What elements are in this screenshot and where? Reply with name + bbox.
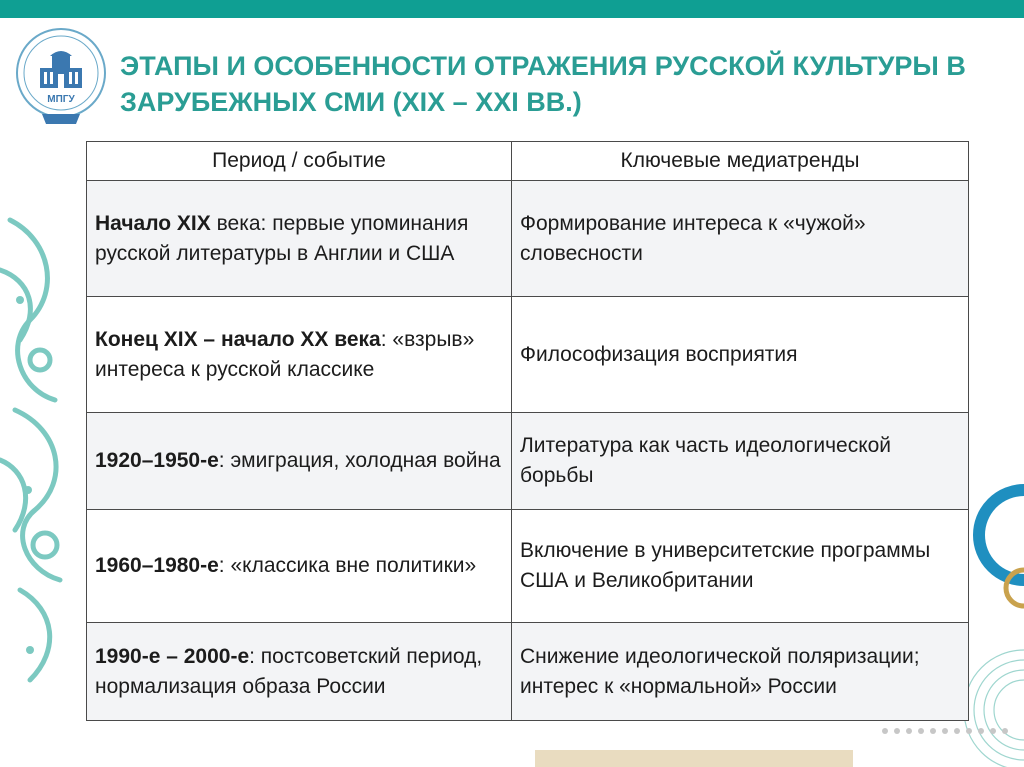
page-title: ЭТАПЫ И ОСОБЕННОСТИ ОТРАЖЕНИЯ РУССКОЙ КУЛЬТУРЫ В ЗАРУБЕЖНЫХ СМИ (XIX – XXI ВВ.) xyxy=(120,51,966,117)
trend-cell: Снижение идеологической поляризации; интерес к «нормальной» России xyxy=(512,623,969,721)
table-row xyxy=(87,413,969,510)
period-description: : «взрыв» интереса к русской классике xyxy=(95,327,475,381)
trend-cell: Литература как часть идеологической борьбы xyxy=(512,413,969,510)
table-header-row xyxy=(87,142,969,181)
bottom-accent-bar xyxy=(535,750,853,767)
period-name: Начало XIX xyxy=(95,211,211,235)
period-cell xyxy=(87,181,512,297)
logo-label: МПГУ xyxy=(47,94,75,105)
table-row xyxy=(87,623,969,721)
trend-cell: Формирование интереса к «чужой» словесности xyxy=(512,181,969,297)
top-accent-bar xyxy=(0,0,1024,18)
period-cell xyxy=(87,297,512,413)
period-cell xyxy=(87,623,512,721)
trend-cell: Философизация восприятия xyxy=(512,297,969,413)
table-row xyxy=(87,297,969,413)
period-description: : постсоветский период, нормализация образа России xyxy=(95,644,483,698)
period-name: 1920–1950-е xyxy=(95,449,219,472)
trend-cell: Включение в университетские программы США и Великобритании xyxy=(512,510,969,623)
period-name: 1960–1980-е xyxy=(95,554,219,577)
decorative-dots-icon xyxy=(880,726,1020,736)
column-header-period: Период / событие xyxy=(87,142,512,181)
table-row xyxy=(87,510,969,623)
media-trends-table xyxy=(86,141,969,721)
column-header-trends: Ключевые медиатренды xyxy=(512,142,969,181)
period-description: : эмиграция, холодная война xyxy=(218,449,501,472)
table-row xyxy=(87,181,969,297)
university-logo xyxy=(14,26,108,134)
decorative-ornament-left-icon xyxy=(0,200,80,767)
period-description: века: первые упоминания русской литературы в Англии и США xyxy=(95,211,469,265)
period-name: 1990-е – 2000-е xyxy=(95,644,250,668)
period-name: Конец XIX – начало XX века xyxy=(95,327,381,351)
period-description: : «классика вне политики» xyxy=(218,554,477,577)
period-cell xyxy=(87,413,512,510)
period-cell xyxy=(87,510,512,623)
